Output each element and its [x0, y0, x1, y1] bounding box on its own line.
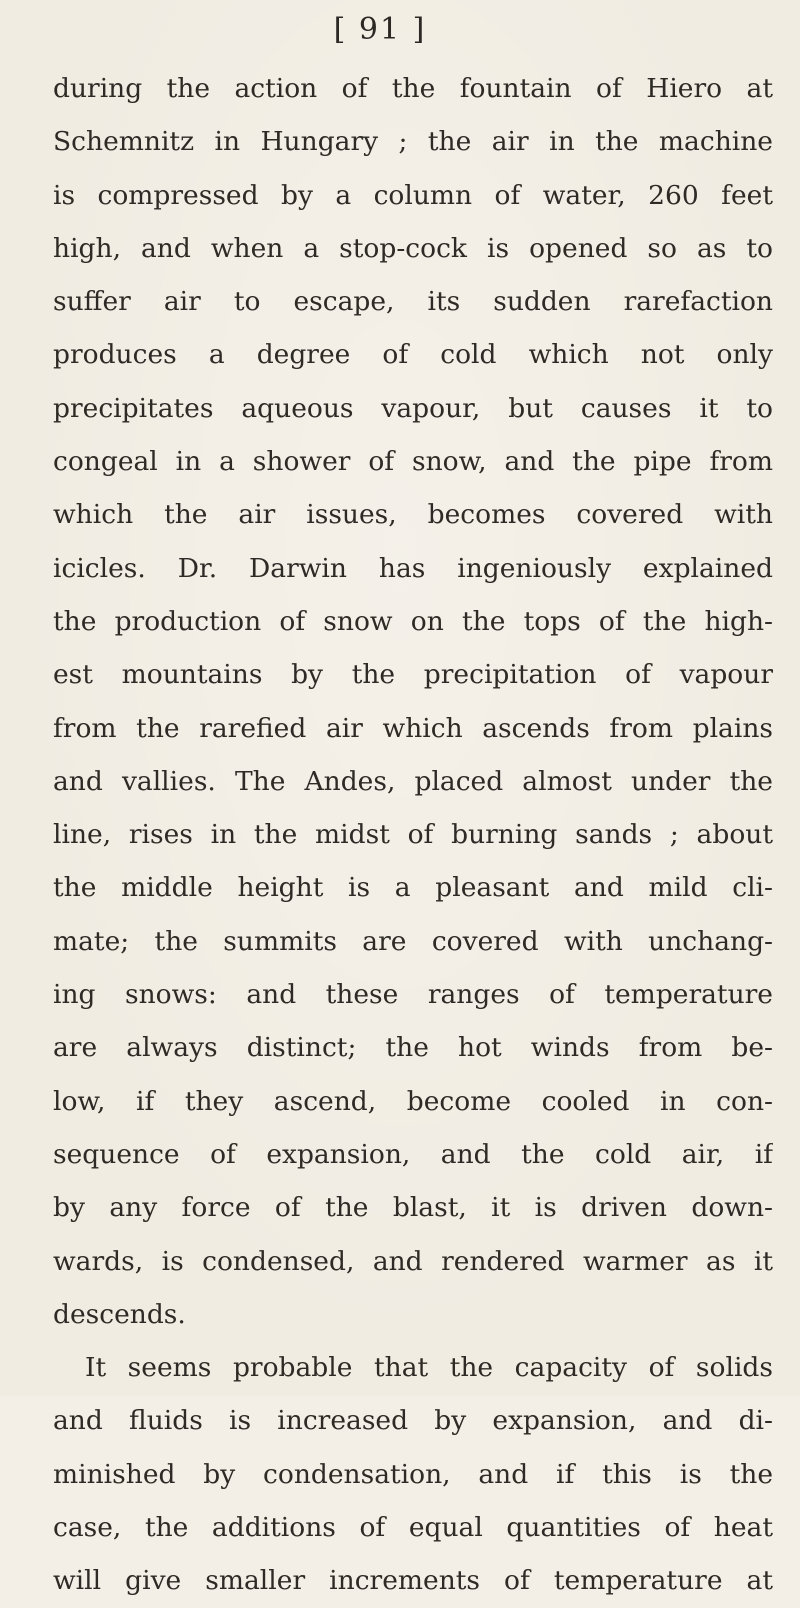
text-line: which the air issues, becomes covered with [53, 499, 773, 531]
text-line: est mountains by the precipitation of vapour [53, 659, 773, 691]
text-line: icicles. Dr. Darwin has ingeniously explained [53, 552, 773, 584]
text-line: mate; the summits are covered with unchang- [53, 925, 773, 957]
text-line: wards, is condensed, and rendered warmer as it [53, 1245, 773, 1277]
text-line: low, if they ascend, become cooled in con- [53, 1085, 773, 1117]
text-line: is compressed by a column of water, 260 feet [53, 179, 773, 211]
text-line: congeal in a shower of snow, and the pipe from [53, 446, 773, 478]
body-text [53, 62, 773, 1608]
text-line: minished by condensation, and if this is the [53, 1458, 773, 1490]
text-line: high, and when a stop-cock is opened so as to [53, 232, 773, 264]
page-number: [ 91 ] [333, 12, 427, 47]
text-line: case, the additions of equal quantities of heat [53, 1512, 773, 1544]
text-line: will give smaller increments of temperature at [53, 1565, 773, 1597]
text-line: the production of snow on the tops of the high- [53, 605, 773, 637]
text-line: and fluids is increased by expansion, and di- [53, 1405, 773, 1437]
text-line: sequence of expansion, and the cold air, if [53, 1138, 773, 1170]
paragraph-end-line: descends. [53, 1298, 186, 1330]
text-line: ing snows: and these ranges of temperature [53, 979, 773, 1011]
text-line: line, rises in the midst of burning sands ; about [53, 819, 773, 851]
text-line: the middle height is a pleasant and mild cli- [53, 872, 773, 904]
text-line: Schemnitz in Hungary ; the air in the machine [53, 126, 773, 158]
text-line: and vallies. The Andes, placed almost under the [53, 765, 773, 797]
text-line: by any force of the blast, it is driven down- [53, 1192, 773, 1224]
paragraph-start-line: It seems probable that the capacity of solids [85, 1352, 773, 1384]
text-line: during the action of the fountain of Hiero at [53, 73, 773, 104]
text-line: suffer air to escape, its sudden rarefaction [53, 286, 773, 318]
text-line: precipitates aqueous vapour, but causes it to [53, 392, 773, 424]
text-line: are always distinct; the hot winds from be- [53, 1032, 773, 1064]
text-line: produces a degree of cold which not only [53, 339, 773, 371]
text-line: from the rarefied air which ascends from plains [53, 712, 773, 744]
